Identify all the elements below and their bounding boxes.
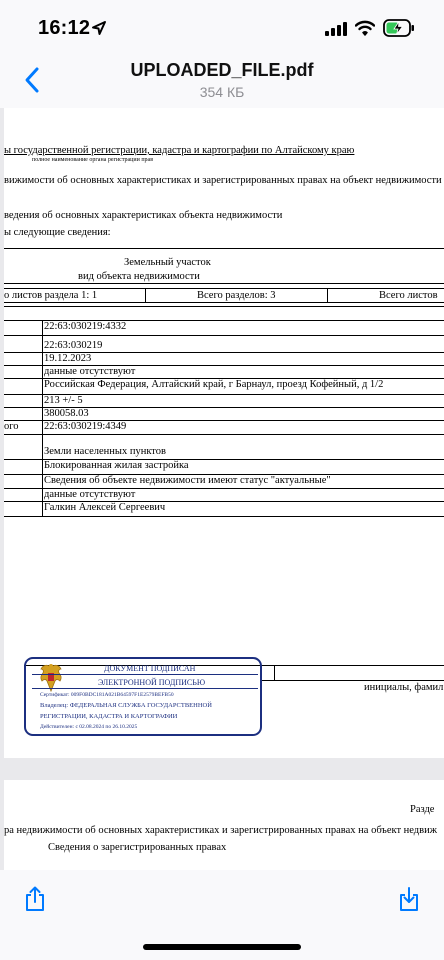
table-line: [4, 302, 444, 303]
row-value: 213 +/- 5: [44, 395, 83, 406]
row-value: 19.12.2023: [44, 353, 92, 364]
table-row: [4, 459, 444, 474]
table-line: [4, 248, 444, 249]
battery-charging-icon: [383, 19, 415, 37]
bottom-toolbar: [0, 870, 444, 960]
table-row: [4, 488, 444, 501]
stamp-divider: [32, 674, 258, 675]
signature-line: [274, 665, 275, 681]
row-value: Галкин Алексей Сергеевич: [44, 502, 166, 513]
row-label: ого: [4, 421, 19, 432]
wifi-icon: [355, 20, 375, 36]
pdf-page-1: [4, 108, 444, 758]
row-value: 22:63:030219:4349: [44, 421, 127, 432]
row-value: Сведения об объекте недвижимости имеют статус "актуальные": [44, 475, 331, 486]
table-line: [42, 320, 43, 516]
table-row: [4, 365, 444, 378]
status-bar: [0, 0, 444, 56]
row-value: Российская Федерация, Алтайский край, г Барнаул, проезд Кофейный, д 1/2: [44, 379, 384, 390]
document-size: 354 КБ: [199, 84, 245, 100]
row-value: Земли населенных пунктов: [44, 446, 166, 457]
object-type-caption: вид объекта недвижимости: [78, 271, 200, 282]
row-value: данные отсутствуют: [44, 366, 136, 377]
stamp-owner-2: РЕГИСТРАЦИИ, КАДАСТРА И КАРТОГРАФИИ: [40, 713, 178, 720]
row-value: 380058.03: [44, 408, 89, 419]
row-value: 22:63:030219:4332: [44, 321, 127, 332]
table-row: [4, 407, 444, 420]
table-row: [4, 339, 444, 352]
stamp-line-2: ЭЛЕКТРОННОЙ ПОДПИСЬЮ: [98, 678, 206, 687]
rights-info: Сведения о зарегистрированных правах: [48, 842, 227, 853]
table-line: [4, 306, 444, 307]
electronic-signature-stamp: [24, 657, 262, 736]
row-value: Блокированная жилая застройка: [44, 460, 189, 471]
row-value: 22:63:030219: [44, 340, 103, 351]
share-icon[interactable]: [22, 886, 48, 912]
navigation-bar: [0, 56, 444, 108]
section-label: Разде: [410, 804, 435, 815]
row-value: данные отсутствуют: [44, 489, 136, 500]
stamp-certificate: Сертификат: 009F0BDC181A021B64597F1E2579BEFB50: [40, 692, 174, 698]
table-row: [4, 445, 444, 459]
table-line: [327, 288, 328, 302]
cellular-signal-icon: [325, 22, 347, 36]
signature-line: [262, 680, 444, 681]
table-row: [4, 378, 444, 394]
home-indicator: [143, 944, 301, 950]
table-line: [145, 288, 146, 302]
table-row: [4, 501, 444, 516]
stamp-line-1: ДОКУМЕНТ ПОДПИСАН: [104, 664, 196, 673]
extract-title-2: ра недвижимости об основных характеристиках и зарегистрированных правах на объект недвиж: [4, 825, 437, 836]
table-line: [4, 516, 444, 517]
stamp-validity: Действителен: с 02.08.2024 по 26.10.2025: [40, 724, 138, 730]
table-line: [4, 283, 444, 284]
total-sections: Всего разделов: 3: [197, 290, 276, 301]
registration-body-name: ы государственной регистрации, кадастра и картографии по Алтайскому краю: [4, 145, 355, 156]
stamp-divider: [32, 688, 258, 689]
section-sheets: о листов раздела 1: 1: [4, 290, 98, 301]
table-line: [4, 288, 444, 289]
following-info: ы следующие сведения:: [4, 227, 111, 238]
pdf-page-2: [4, 780, 444, 870]
stamp-owner-1: Владелец: ФЕДЕРАЛЬНАЯ СЛУЖБА ГОСУДАРСТВЕННОЙ: [40, 702, 212, 709]
download-icon[interactable]: [396, 886, 422, 912]
extract-title: вижимости об основных характеристиках и зарегистрированных правах на объект недвижимости: [4, 175, 442, 186]
object-type: Земельный участок: [124, 257, 211, 268]
table-line: [4, 335, 444, 336]
table-row: [4, 474, 444, 488]
extract-info: ведения об основных характеристиках объекта недвижимости: [4, 210, 283, 221]
location-arrow-icon: [91, 20, 107, 36]
status-time: 16:12: [38, 17, 91, 39]
table-row: [4, 352, 444, 365]
initials-caption: инициалы, фамил: [364, 682, 444, 693]
document-title: UPLOADED_FILE.pdf: [130, 60, 314, 80]
pdf-viewer[interactable]: [0, 108, 444, 870]
table-row: [4, 394, 444, 407]
table-row: [4, 420, 444, 434]
registration-body-caption: полное наименование органа регистрации прав: [32, 157, 154, 163]
table-row: [4, 320, 444, 335]
table-line: [4, 434, 444, 435]
total-sheets: Всего листов: [379, 290, 438, 301]
